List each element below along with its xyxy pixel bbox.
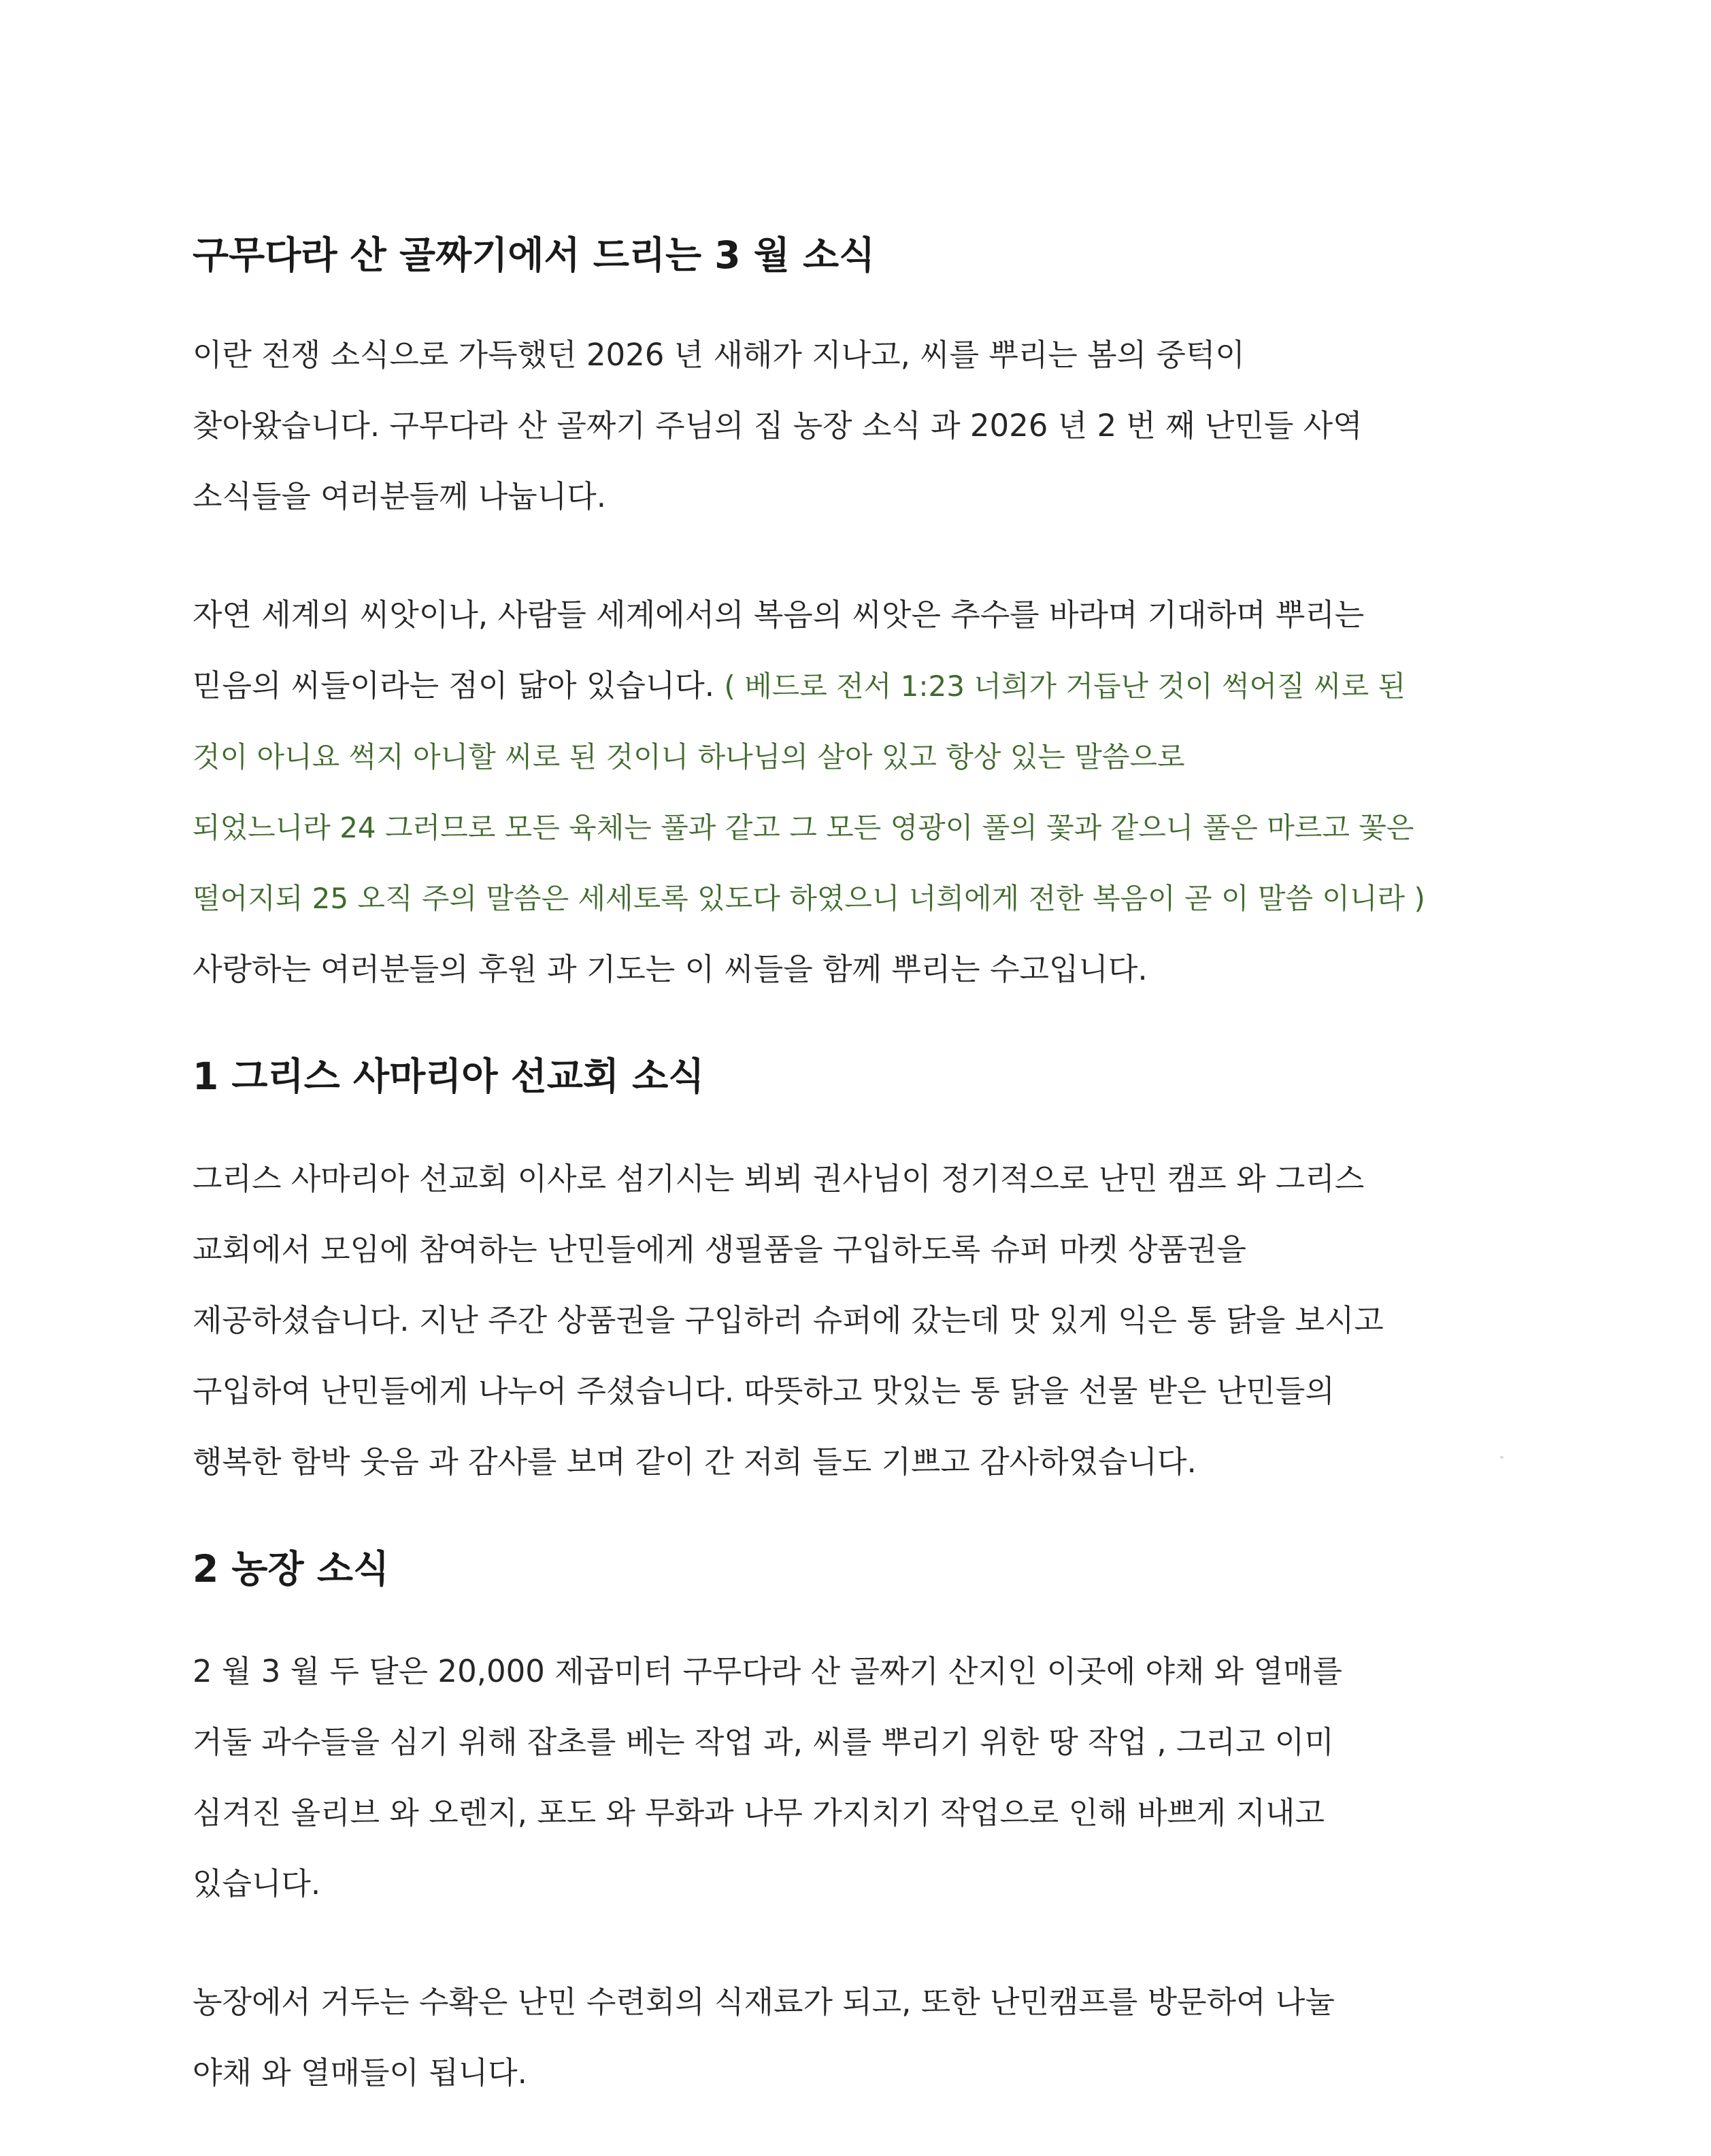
seed-line-text: 믿음의 씨들이라는 점이 닮아 있습니다. — [193, 667, 715, 703]
intro-line: 찾아왔습니다. 구무다라 산 골짜기 주님의 집 농장 소식 과 2026 년 2 번 째 난민들 사역 — [193, 408, 1363, 444]
intro-line: 소식들을 여러분들께 나눕니다. — [193, 478, 607, 514]
paragraph-line: 있습니다. — [193, 1865, 321, 1902]
document-content — [193, 231, 1574, 2156]
document-title: 구무다라 산 골짜기에서 드리는 3 월 소식 — [193, 233, 876, 277]
seed-line: 자연 세계의 씨앗이나, 사람들 세계에서의 복음의 씨앗은 추수를 바라며 기대하며 뿌리는 — [193, 597, 1365, 633]
intro-line: 이란 전쟁 소식으로 가득했던 2026 년 새해가 지나고, 씨를 뿌리는 봄의 중턱이 — [193, 337, 1245, 373]
paragraph-line: 구입하여 난민들에게 나누어 주셨습니다. 따뜻하고 맛있는 통 닭을 선물 받은 난민들의 — [193, 1373, 1335, 1409]
scripture-reference: ( 베드로 전서 1:23 너희가 거듭난 것이 썩어질 씨로 된 — [724, 669, 1406, 703]
scripture-line: 되었느니라 24 그러므로 모든 육체는 풀과 같고 그 모든 영광이 풀의 꽃과 같으니 풀은 마르고 꽃은 — [193, 811, 1414, 844]
seed-line-with-verse — [193, 650, 1574, 722]
section-heading-greece-mission: 1 그리스 사마리아 선교회 소식 — [193, 1055, 705, 1098]
greece-mission-paragraph — [193, 1144, 1574, 1497]
paragraph-line: 농장에서 거두는 수확은 난민 수련회의 식재료가 되고, 또한 난민캠프를 방문하여 나눌 — [193, 1984, 1335, 2020]
scripture-line: 것이 아니요 썩지 아니할 씨로 된 것이니 하나님의 살아 있고 항상 있는 말씀으로 — [193, 740, 1185, 774]
paragraph-line: 교회에서 모임에 참여하는 난민들에게 생필품을 구입하도록 슈퍼 마켓 상품권을 — [193, 1231, 1246, 1267]
paragraph-line: 야채 와 열매들이 됩니다. — [193, 2055, 527, 2091]
section-heading-farm: 2 농장 소식 — [193, 1547, 390, 1591]
scripture-line: 떨어지되 25 오직 주의 말씀은 세세토록 있도다 하였으니 너희에게 전한 복음이 곧 이 말씀 이니라 ) — [193, 882, 1425, 915]
paragraph-line: 2 월 3 월 두 달은 20,000 제곱미터 구무다라 산 골짜기 산지인 이곳에 야채 와 열매를 — [193, 1653, 1342, 1689]
paragraph-line: 거둘 과수들을 심기 위해 잡초를 베는 작업 과, 씨를 뿌리기 위한 땅 작업 , 그리고 이미 — [193, 1724, 1334, 1760]
paragraph-line: 행복한 함박 웃음 과 감사를 보며 같이 간 저희 들도 기쁘고 감사하였습니다. — [193, 1444, 1197, 1480]
seed-paragraph — [193, 580, 1574, 1005]
paragraph-line: 그리스 사마리아 선교회 이사로 섬기시는 뵈뵈 권사님이 정기적으로 난민 캠프 와 그리스 — [193, 1161, 1365, 1197]
intro-paragraph — [193, 320, 1574, 532]
farm-paragraph-2 — [193, 1967, 1574, 2108]
paragraph-line: 제공하셨습니다. 지난 주간 상품권을 구입하러 슈퍼에 갔는데 맛 있게 익은 통 닭을 보시고 — [193, 1302, 1384, 1338]
paragraph-line: 심겨진 올리브 와 오렌지, 포도 와 무화과 나무 가지치기 작업으로 인해 바쁘게 지내고 — [193, 1795, 1325, 1831]
farm-paragraph-1 — [193, 1636, 1574, 1919]
seed-closing-line: 사랑하는 여러분들의 후원 과 기도는 이 씨들을 함께 뿌리는 수고입니다. — [193, 951, 1148, 987]
scan-speck — [1500, 1456, 1504, 1459]
